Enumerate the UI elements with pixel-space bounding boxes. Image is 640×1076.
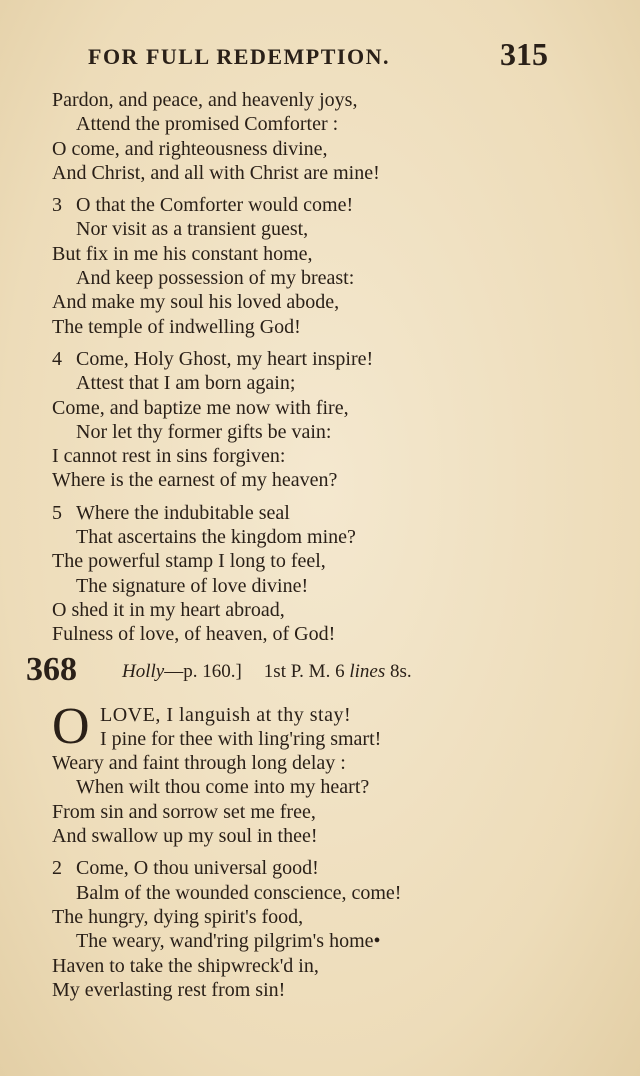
verse-line: The temple of indwelling God! bbox=[52, 315, 301, 338]
verse-line: The hungry, dying spirit's food, bbox=[52, 905, 304, 928]
verse-line: Come, Holy Ghost, my heart inspire! bbox=[76, 347, 374, 370]
stanza-number: 3 bbox=[52, 194, 62, 217]
verse-line: O shed it in my heart abroad, bbox=[52, 598, 285, 621]
verse-line: When wilt thou come into my heart? bbox=[76, 776, 370, 799]
stanza-4 bbox=[52, 347, 522, 493]
tune-name: Holly bbox=[122, 660, 165, 682]
page-header bbox=[88, 36, 548, 76]
page-reference: —p. 160.] bbox=[164, 660, 242, 682]
verse-line: The weary, wand'ring pilgrim's home• bbox=[76, 930, 381, 953]
verse-line: The signature of love divine! bbox=[76, 574, 309, 597]
verse-line: From sin and sorrow set me free, bbox=[52, 800, 316, 823]
verse-line: Fulness of love, of heaven, of God! bbox=[52, 623, 336, 646]
verse-line: O that the Comforter would come! bbox=[76, 194, 354, 217]
verse-line: Balm of the wounded conscience, come! bbox=[76, 881, 402, 904]
verse-line: Where is the earnest of my heaven? bbox=[52, 469, 338, 492]
verse-line: Weary and faint through long delay : bbox=[52, 752, 346, 775]
meter: 1st P. M. 6 bbox=[263, 660, 345, 682]
hymn-368-stanza-2 bbox=[52, 856, 522, 1002]
verse-line: And swallow up my soul in thee! bbox=[52, 825, 318, 848]
verse-line: That ascertains the kingdom mine? bbox=[76, 526, 356, 549]
verse-line: I cannot rest in sins forgiven: bbox=[52, 445, 286, 468]
verse-line: But fix in me his constant home, bbox=[52, 242, 313, 265]
stanza-continued bbox=[52, 88, 522, 185]
stanza-3 bbox=[52, 193, 522, 339]
verse-line: Haven to take the shipwreck'd in, bbox=[52, 954, 319, 977]
verse-line: Nor visit as a transient guest, bbox=[76, 218, 309, 241]
verse-line: I pine for thee with ling'ring smart! bbox=[100, 727, 382, 750]
verse-line: Pardon, and peace, and heavenly joys, bbox=[52, 89, 358, 111]
page-number: 315 bbox=[500, 36, 548, 72]
drop-cap: O bbox=[52, 697, 90, 755]
verse-line: Come, O thou universal good! bbox=[76, 857, 319, 880]
verse-line: And Christ, and all with Christ are mine! bbox=[52, 161, 380, 184]
verse-line: My everlasting rest from sin! bbox=[52, 978, 286, 1001]
meter-syllables: 8s. bbox=[389, 660, 412, 682]
verse-line: The powerful stamp I long to feel, bbox=[52, 550, 326, 573]
verse-line: Nor let thy former gifts be vain: bbox=[76, 420, 332, 443]
verse-line: O come, and righteousness divine, bbox=[52, 137, 328, 160]
verse-line: And make my soul his loved abode, bbox=[52, 291, 340, 314]
verse-line: Come, and baptize me now with fire, bbox=[52, 396, 349, 419]
running-head: FOR FULL REDEMPTION. bbox=[88, 44, 390, 69]
stanza-number: 4 bbox=[52, 347, 62, 370]
hymn-368-stanza-1 bbox=[52, 697, 522, 849]
meter-lines: lines bbox=[349, 660, 386, 682]
hymn-meta bbox=[122, 661, 412, 683]
page-content bbox=[26, 88, 522, 1010]
hymn-heading bbox=[26, 650, 522, 699]
stanza-number: 2 bbox=[52, 857, 62, 880]
verse-line: Where the indubitable seal bbox=[76, 501, 290, 524]
verse-line: And keep possession of my breast: bbox=[76, 267, 355, 290]
hymn-number: 368 bbox=[26, 650, 77, 688]
stanza-5 bbox=[52, 501, 522, 647]
verse-line: LOVE, I languish at thy stay! bbox=[100, 703, 352, 726]
stanza-number: 5 bbox=[52, 501, 62, 524]
verse-line: Attend the promised Comforter : bbox=[76, 113, 339, 136]
verse-line: Attest that I am born again; bbox=[76, 372, 296, 395]
